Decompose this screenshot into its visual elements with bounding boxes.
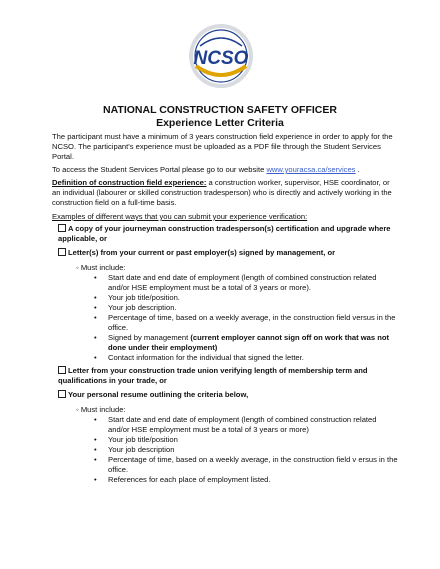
checkbox[interactable] <box>58 390 66 398</box>
list-item: Percentage of time, based on a weekly average, in the construction field v ersus in the office. <box>108 455 398 474</box>
list-item: Start date and end date of employment (length of combined construction related and/or HSE employment must be a total of 3 years or more). <box>108 273 377 292</box>
page-title: NATIONAL CONSTRUCTION SAFETY OFFICER <box>103 104 337 116</box>
access-paragraph: To access the Student Services Portal please go to our website www.youracsa.ca/services . <box>52 165 360 174</box>
bullet: • <box>94 303 97 312</box>
intro-paragraph: The participant must have a minimum of 3 years construction field experience in order to apply for the NCSO. The participant's experience must be uploaded as a PDF file through the Student Services Portal. <box>52 132 393 162</box>
list-item: Signed by management (current employer cannot sign off on work that was not done under their employment) <box>108 333 390 352</box>
option-certification: A copy of your journeyman construction tradesperson(s) certification and upgrade where applicable, or <box>58 224 391 244</box>
checkbox[interactable] <box>58 248 66 256</box>
option-employer-letter: Letter(s) from your current or past employer(s) signed by management, or <box>58 248 393 258</box>
list-item: Contact information for the individual that signed the letter. <box>108 353 304 362</box>
examples-heading: Examples of different ways that you can submit your experience verification: <box>52 212 308 221</box>
services-link[interactable]: www.youracsa.ca/services <box>266 165 356 174</box>
bullet: • <box>94 293 97 302</box>
bullet: • <box>94 475 97 484</box>
list-item: Your job description <box>108 445 175 454</box>
list-item: References for each place of employment listed. <box>108 475 271 484</box>
definition-paragraph: Definition of construction field experience: a construction worker, supervisor, HSE coordinator, or an individual (labourer or skilled construction tradesperson) who is directly and actively working in the construction field on a full-time basis. <box>52 178 392 208</box>
bullet: • <box>94 313 97 322</box>
checkbox[interactable] <box>58 366 66 374</box>
logo-text: NCSO <box>193 48 249 69</box>
bullet: • <box>94 415 97 424</box>
must-include-label: ◦ Must include: <box>76 263 126 272</box>
page-subtitle: Experience Letter Criteria <box>156 117 284 129</box>
bullet: • <box>94 455 97 464</box>
list-item: Your job title/position. <box>108 293 180 302</box>
list-item: Your job title/position <box>108 435 178 444</box>
bullet: • <box>94 273 97 282</box>
list-item: Percentage of time, based on a weekly average, in the construction field versus in the office. <box>108 313 396 332</box>
definition-label: Definition of construction field experience: <box>52 178 207 187</box>
checkbox[interactable] <box>58 224 66 232</box>
option-resume: Your personal resume outlining the criteria below, <box>58 390 393 400</box>
bullet: • <box>94 445 97 454</box>
list-item: Your job description. <box>108 303 177 312</box>
ncso-logo <box>186 22 256 90</box>
bullet: • <box>94 435 97 444</box>
bullet: • <box>94 333 97 342</box>
list-item: Start date and end date of employment (length of combined construction related and/or HSE employment must be a total of 3 years or more) <box>108 415 377 434</box>
option-union-letter: Letter from your construction trade union verifying length of membership term and qualifications in your trade, or <box>58 366 368 386</box>
bullet: • <box>94 353 97 362</box>
must-include-label: ◦ Must include: <box>76 405 126 414</box>
